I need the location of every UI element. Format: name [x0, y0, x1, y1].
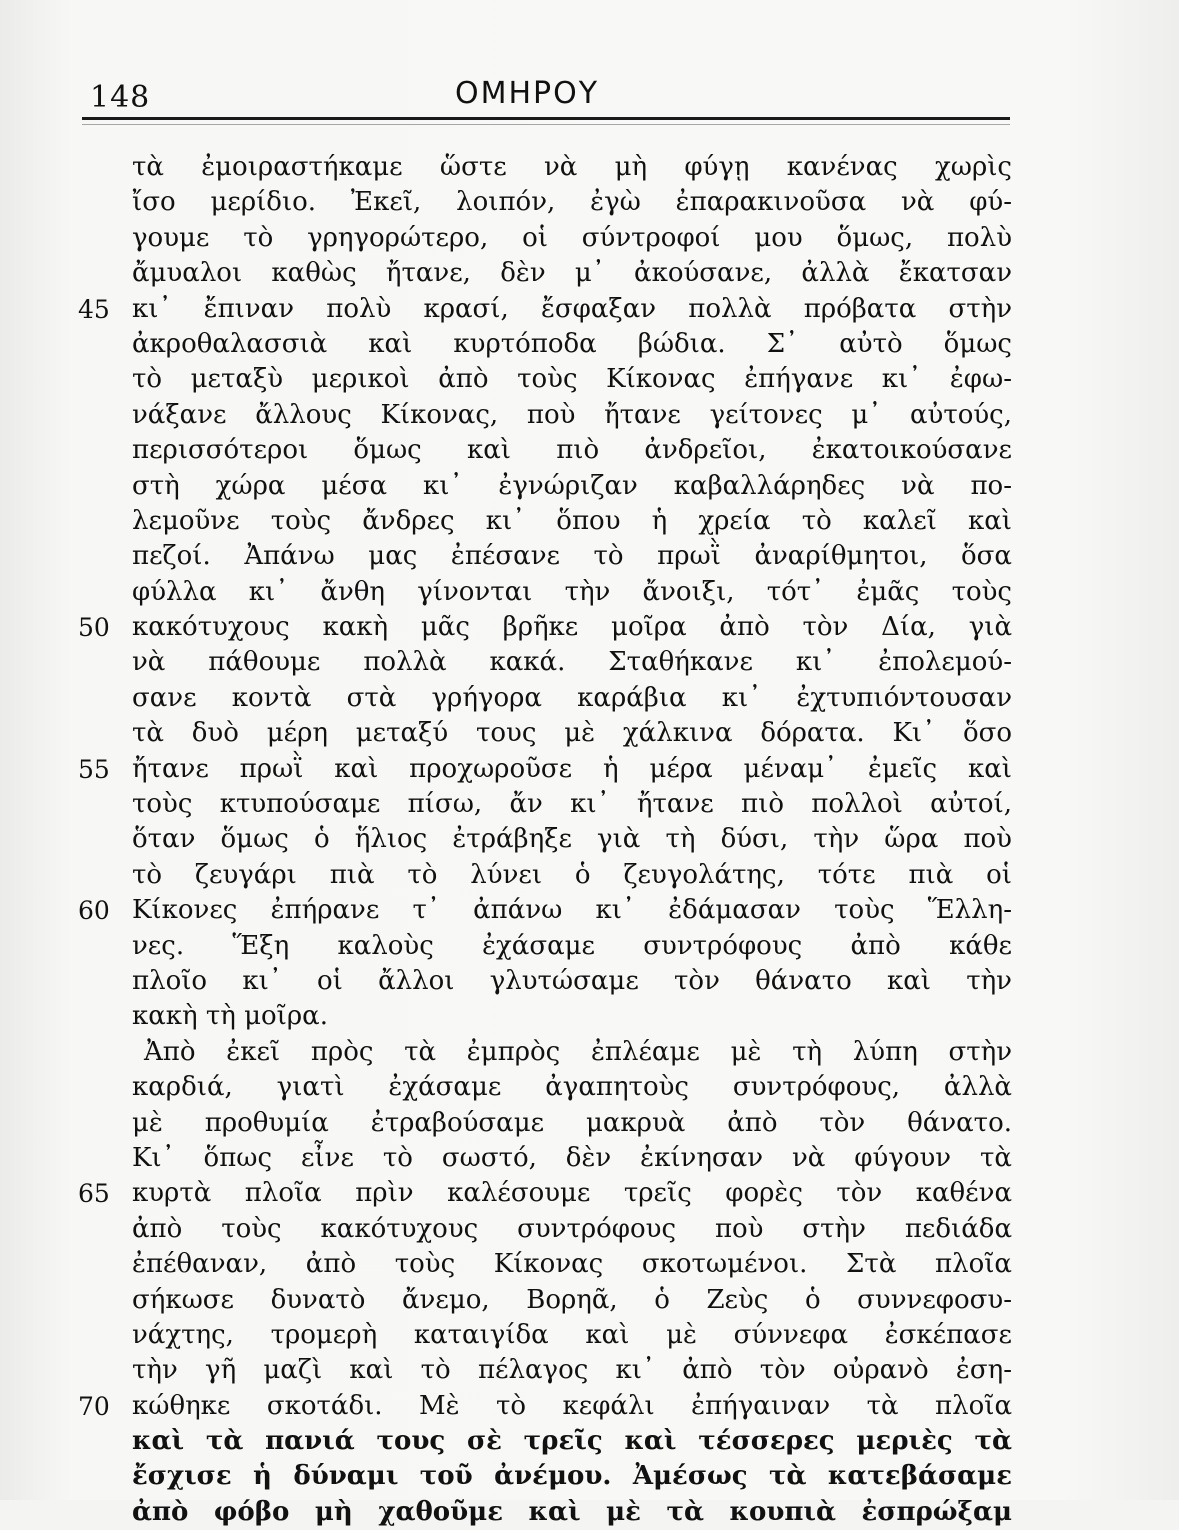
line-text: κι᾿ ἔπιναν πολὺ κρασί, ἔσφαξαν πολλὰ πρόβατα στὴν	[132, 293, 1012, 324]
line-text: καρδιά, γιατὶ ἐχάσαμε ἀγαπητοὺς συντρόφους, ἀλλὰ	[132, 1072, 1012, 1103]
text-line	[132, 221, 1012, 256]
line-text: τὰ ἐμοιραστήκαμε ὥστε νὰ μὴ φύγῃ κανένας χωρὶς	[132, 152, 1012, 182]
line-number: 70	[78, 1391, 110, 1421]
line-text: μὲ προθυμία ἐτραβούσαμε μακρυὰ ἀπὸ τὸν θάνατο.	[132, 1107, 1012, 1138]
line-text: νάχτης, τρομερὴ καταιγίδα καὶ μὲ σύννεφα ἐσκέπασε	[132, 1319, 1012, 1350]
line-text: ὅταν ὅμως ὁ ἥλιος ἐτράβηξε γιὰ τὴ δύσι, τὴν ὥρα ποὺ	[132, 824, 1012, 855]
text-line	[78, 292, 1012, 327]
text-line	[132, 362, 1012, 397]
text-line	[132, 964, 1012, 999]
text-line	[132, 185, 1012, 220]
text-line	[132, 1070, 1012, 1105]
line-text: πεζοί. Ἀπάνω μας ἐπέσανε τὸ πρωῒ ἀναρίθμητοι, ὅσα	[132, 541, 1012, 572]
line-text: τὸ μεταξὺ μερικοὶ ἀπὸ τοὺς Κίκονας ἐπήγανε κι᾿ ἐφω-	[132, 364, 1012, 395]
line-text: λεμοῦνε τοὺς ἄνδρες κι᾿ ὅπου ἡ χρεία τὸ καλεῖ καὶ	[132, 505, 1012, 536]
line-text: τὸ ζευγάρι πιὰ τὸ λύνει ὁ ζευγολάτης, τότε πιὰ οἱ	[132, 859, 1012, 890]
line-text: κακὴ τὴ μοῖρα.	[132, 1001, 328, 1032]
line-text: γουμε τὸ γρηγορώτερο, οἱ σύντροφοί μου ὅμως, πολὺ	[132, 222, 1012, 253]
line-text: φύλλα κι᾿ ἄνθη γίνονται τὴν ἄνοιξι, τότ᾿ ἐμᾶς τοὺς	[132, 576, 1012, 607]
line-text: πλοῖο κι᾿ οἱ ἄλλοι γλυτώσαμε τὸν θάνατο καὶ τὴν	[132, 965, 1012, 996]
line-text: ἄμυαλοι καθὼς ἤτανε, δὲν μ᾿ ἀκούσανε, ἀλλὰ ἔκατσαν	[132, 258, 1012, 289]
line-text: κώθηκε σκοτάδι. Μὲ τὸ κεφάλι ἐπήγαιναν τὰ πλοῖα	[132, 1390, 1012, 1421]
line-text: καὶ τὰ πανιά τους σὲ τρεῖς καὶ τέσσερες μεριὲς τὰ	[132, 1426, 1012, 1457]
line-text: ἤτανε πρωῒ καὶ προχωροῦσε ἡ μέρα μέναμ᾿ ἐμεῖς καὶ	[132, 753, 1012, 784]
line-text: Ἀπὸ ἐκεῖ πρὸς τὰ ἐμπρὸς ἐπλέαμε μὲ τὴ λύπη στὴν	[144, 1036, 1012, 1067]
text-line	[132, 1212, 1012, 1247]
text-line	[78, 752, 1012, 787]
page-number: 148	[90, 80, 151, 115]
header-rule	[82, 117, 1010, 120]
line-text: ἀκροθαλασσιὰ καὶ κυρτόποδα βώδια. Σ᾿ αὐτὸ ὅμως	[132, 328, 1012, 359]
line-text: νάξανε ἄλλους Κίκονας, ποὺ ἤτανε γείτονες μ᾿ αὐτούς,	[132, 399, 1012, 430]
line-text: Κι᾿ ὅπως εἶνε τὸ σωστό, δὲν ἐκίνησαν νὰ φύγουν τὰ	[132, 1142, 1012, 1173]
text-line	[132, 1141, 1012, 1176]
text-line	[132, 433, 1012, 468]
text-line	[132, 1353, 1012, 1388]
line-text: τὰ δυὸ μέρη μεταξύ τους μὲ χάλκινα δόρατα. Κι᾿ ὅσο	[132, 718, 1012, 749]
text-line	[132, 1283, 1012, 1318]
text-line	[132, 822, 1012, 857]
line-number: 50	[78, 613, 110, 643]
line-text: ἐπέθαναν, ἀπὸ τοὺς Κίκονας σκοτωμένοι. Στὰ πλοῖα	[132, 1249, 1012, 1280]
text-line	[132, 645, 1012, 680]
text-line	[132, 1459, 1012, 1494]
text-line	[132, 1495, 1012, 1530]
text-line	[132, 999, 1012, 1034]
line-text: τοὺς κτυπούσαμε πίσω, ἄν κι᾿ ἤτανε πιὸ πολλοὶ αὐτοί,	[132, 789, 1012, 820]
text-line	[132, 858, 1012, 893]
line-text: σήκωσε δυνατὸ ἄνεμο, Βορηᾶ, ὁ Ζεὺς ὁ συννεφοσυ-	[132, 1284, 1012, 1315]
running-title: ΟΜΗΡΟΥ	[455, 76, 600, 111]
text-line	[132, 929, 1012, 964]
line-text: νὰ πάθουμε πολλὰ κακά. Σταθήκανε κι᾿ ἐπολεμού-	[132, 647, 1012, 678]
line-text: ἀπὸ φόβο μὴ χαθοῦμε καὶ μὲ τὰ κουπιὰ ἐσπρώξαμ	[132, 1496, 1012, 1527]
text-line	[132, 575, 1012, 610]
line-text: κακότυχους κακὴ μᾶς βρῆκε μοῖρα ἀπὸ τὸν Δία, γιὰ	[132, 612, 1012, 643]
text-line	[132, 150, 1012, 185]
text-line	[132, 787, 1012, 822]
text-line	[132, 256, 1012, 291]
line-number: 60	[78, 896, 110, 926]
line-number: 65	[78, 1179, 110, 1209]
text-line	[132, 539, 1012, 574]
text-line	[132, 1106, 1012, 1141]
text-line	[132, 716, 1012, 751]
line-text: στὴ χώρα μέσα κι᾿ ἐγνώριζαν καβαλλάρηδες νὰ πο-	[132, 470, 1012, 501]
text-line	[132, 398, 1012, 433]
line-text: τὴν γῆ μαζὶ καὶ τὸ πέλαγος κι᾿ ἀπὸ τὸν οὐρανὸ ἐση-	[132, 1355, 1012, 1386]
text-line	[78, 893, 1012, 928]
line-text: ἴσο μερίδιο. Ἐκεῖ, λοιπόν, ἐγὼ ἐπαρακινοῦσα νὰ φύ-	[132, 187, 1012, 218]
text-line	[132, 469, 1012, 504]
text-line	[78, 610, 1012, 645]
line-text: ἔσχισε ἡ δύναμι τοῦ ἀνέμου. Ἀμέσως τὰ κατεβάσαμε	[132, 1461, 1012, 1492]
body-text	[78, 150, 1012, 1530]
text-line	[132, 1318, 1012, 1353]
line-text: νες. Ἕξη καλοὺς ἐχάσαμε συντρόφους ἀπὸ κάθε	[132, 930, 1012, 961]
header-rule-thin	[82, 124, 1010, 125]
line-number: 45	[78, 294, 110, 324]
text-line	[132, 681, 1012, 716]
line-text: κυρτὰ πλοῖα πρὶν καλέσουμε τρεῖς φορὲς τὸν καθένα	[132, 1178, 1012, 1209]
text-line	[78, 1389, 1012, 1424]
text-line	[78, 1176, 1012, 1211]
line-text: σανε κοντὰ στὰ γρήγορα καράβια κι᾿ ἐχτυπιόντουσαν	[132, 682, 1012, 713]
line-text: περισσότεροι ὅμως καὶ πιὸ ἀνδρεῖοι, ἐκατοικούσανε	[132, 435, 1012, 466]
page-header	[80, 74, 1010, 114]
line-text: ἀπὸ τοὺς κακότυχους συντρόφους ποὺ στὴν πεδιάδα	[132, 1213, 1012, 1244]
line-text: Κίκονες ἐπήρανε τ᾿ ἀπάνω κι᾿ ἐδάμασαν τοὺς Ἕλλη-	[132, 895, 1012, 926]
line-number: 55	[78, 754, 110, 784]
text-line	[132, 504, 1012, 539]
text-line	[132, 1247, 1012, 1282]
text-line	[132, 1424, 1012, 1459]
text-line	[132, 327, 1012, 362]
text-line	[132, 1035, 1012, 1070]
